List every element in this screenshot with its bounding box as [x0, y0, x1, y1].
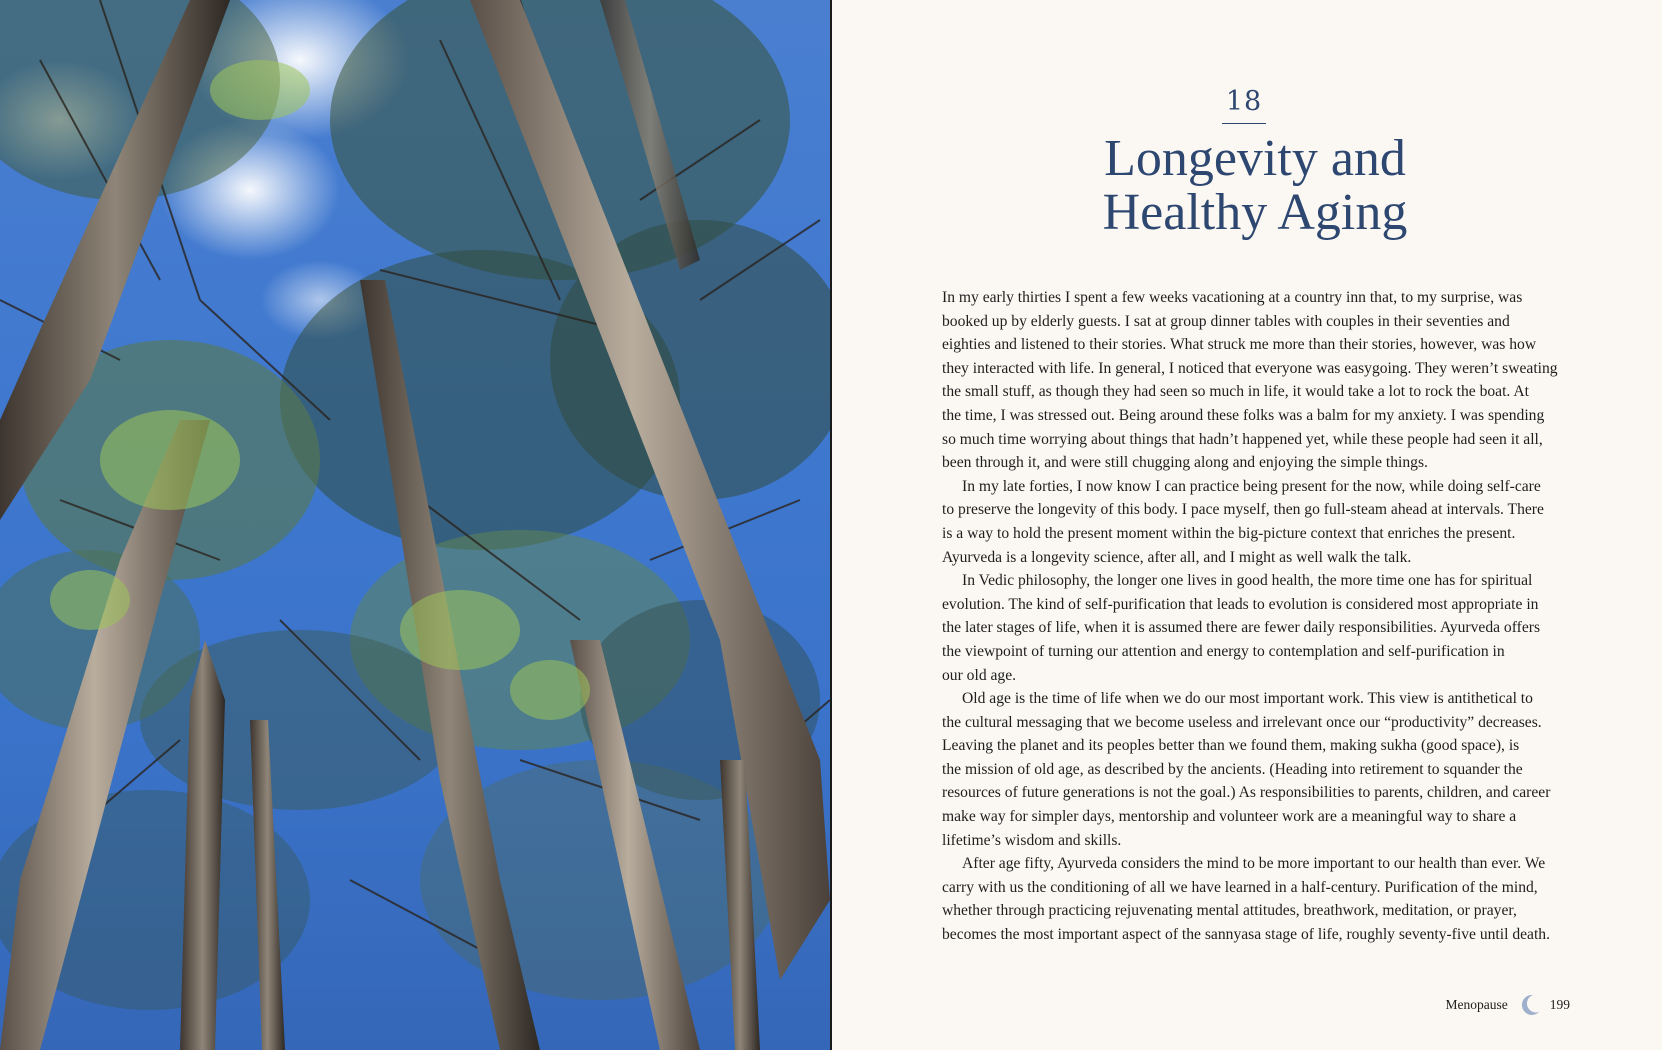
text-line: In my late forties, I now know I can practice being present for the now, while doing self-care [962, 477, 1541, 495]
text-line: After age fifty, Ayurveda considers the mind to be more important to our health than ever. We [962, 855, 1546, 873]
text-line: the time, I was stressed out. Being around these folks was a balm for my anxiety. I was spending [942, 406, 1545, 424]
chapter-title [1030, 132, 1480, 240]
chapter-title-line-2: Healthy Aging [1102, 184, 1408, 241]
text-line: Ayurveda is a longevity science, after all, and I might as well walk the talk. [942, 548, 1412, 566]
text-line: the cultural messaging that we become useless and irrelevant once our “productivity” decreases. [942, 713, 1542, 731]
paragraph-5 [942, 852, 1568, 946]
text-line: In Vedic philosophy, the longer one lives in good health, the more time one has for spiritual [962, 572, 1533, 590]
text-line: Old age is the time of life when we do our most important work. This view is antithetical to [962, 690, 1533, 708]
page-footer [1400, 994, 1570, 1016]
crescent-moon-icon [1520, 994, 1540, 1016]
body-text [942, 286, 1568, 947]
text-line: booked up by elderly guests. I sat at group dinner tables with couples in their seventies and [942, 312, 1510, 330]
chapter-number-rule [1222, 123, 1266, 124]
text-line: whether through practicing rejuvenating mental attitudes, breathwork, meditation, or prayer, [942, 902, 1517, 920]
text-line: our old age. [942, 666, 1017, 684]
text-line: the small stuff, as though they had seen so much in life, it would take a lot to rock the boat. At [942, 383, 1529, 401]
text-line: the viewpoint of turning our attention and energy to contemplation and self-purification in [942, 642, 1505, 660]
text-line: becomes the most important aspect of the sannyasa stage of life, roughly seventy-five until death. [942, 926, 1550, 944]
chapter-title-line-1: Longevity and [1104, 130, 1406, 187]
text-line: carry with us the conditioning of all we have learned in a half-century. Purification of the mind, [942, 878, 1538, 896]
text-line: evolution. The kind of self-purification that leads to evolution is considered most appropriate in [942, 595, 1539, 613]
paragraph-2 [942, 475, 1568, 569]
running-footer-section: Menopause [1445, 997, 1508, 1012]
paragraph-1 [942, 286, 1568, 475]
photo-illustration [0, 0, 830, 1050]
text-line: Leaving the planet and its peoples better than we found them, making sukha (good space), is [942, 737, 1520, 755]
text-line: to preserve the longevity of this body. I pace myself, then go full-steam ahead at intervals. There [942, 501, 1544, 519]
text-line: so much time worrying about things that hadn’t happened yet, while these people had seen it all, [942, 430, 1543, 448]
text-line: been through it, and were still chugging along and enjoying the simple things. [942, 454, 1428, 472]
text-line: resources of future generations is not the goal.) As responsibilities to parents, children, and career [942, 784, 1551, 802]
text-line: make way for simpler days, mentorship and volunteer work are a meaningful way to share a [942, 808, 1517, 826]
page-number: 199 [1549, 997, 1570, 1012]
text-line: In my early thirties I spent a few weeks vacationing at a country inn that, to my surprise, was [942, 289, 1523, 306]
text-line: they interacted with life. In general, I noticed that everyone was easygoing. They weren’t sweating [942, 359, 1558, 377]
chapter-number: 18 [1225, 86, 1263, 117]
text-line: eighties and listened to their stories. What struck me more than their stories, however, was how [942, 336, 1537, 354]
forest-canopy-photo [0, 0, 830, 1050]
text-line: lifetime’s wisdom and skills. [942, 831, 1122, 849]
text-line: the mission of old age, as described by the ancients. (Heading into retirement to squander the [942, 760, 1523, 778]
text-line: is a way to hold the present moment within the big-picture context that enriches the present. [942, 524, 1516, 542]
paragraph-3 [942, 569, 1568, 687]
paragraph-4 [942, 687, 1568, 852]
text-line: the later stages of life, when it is assumed there are fewer daily responsibilities. Ayurveda offers [942, 619, 1541, 637]
